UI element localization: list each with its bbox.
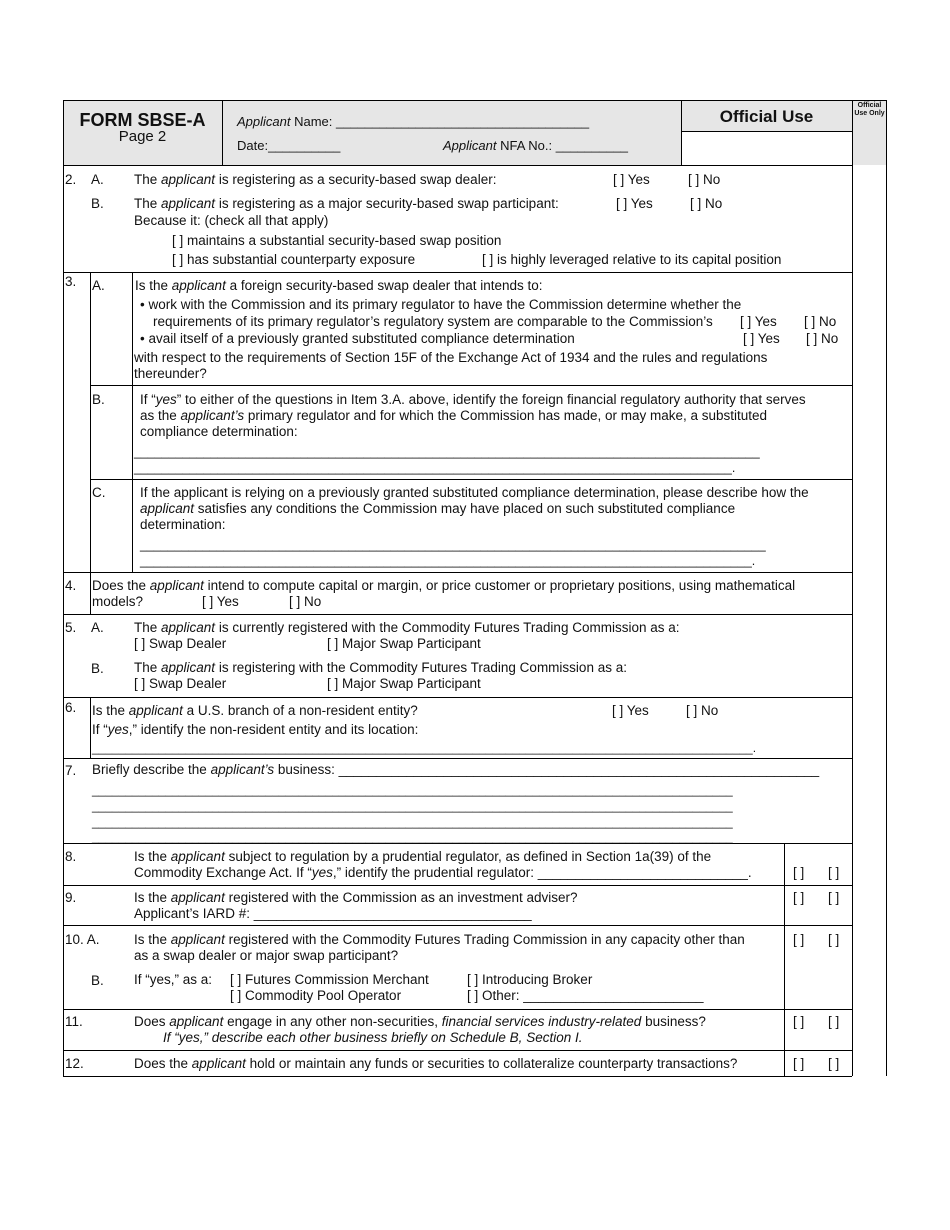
item-3c-letter: C.: [92, 485, 106, 500]
item-3a-bullet-1: • work with the Commission and its primary regulator to have the Commission determine whether the: [140, 297, 742, 312]
item-9-number: 9.: [65, 890, 77, 905]
rule: [222, 100, 223, 165]
item-2a-question: The applicant is registering as a security-based swap dealer:: [134, 172, 497, 187]
rule: [63, 885, 852, 886]
item-6-answer-line[interactable]: ___________________________________________________________________________________________________.: [92, 741, 757, 755]
official-use-box: [681, 131, 852, 165]
item-5b-question: The applicant is registering with the Commodity Futures Trading Commission as a:: [134, 660, 627, 675]
item-7-question[interactable]: Briefly describe the applicant’s business: ________________________________________________________________: [92, 762, 820, 777]
item-2b-no-checkbox[interactable]: [ ] No: [690, 196, 723, 211]
item-4-yes-checkbox[interactable]: [ ] Yes: [202, 594, 239, 609]
item-10b-if-yes: If “yes,” as a:: [134, 972, 213, 987]
item-9-yes-checkbox[interactable]: [ ]: [793, 890, 805, 905]
item-9-no-checkbox[interactable]: [ ]: [828, 890, 840, 905]
item-3b-letter: B.: [92, 392, 105, 407]
item-2b-option-exposure[interactable]: [ ] has substantial counterparty exposure: [172, 252, 416, 267]
item-12-yes-checkbox[interactable]: [ ]: [793, 1056, 805, 1071]
item-10a-question-2: as a swap dealer or major swap participant?: [134, 948, 399, 963]
rule: [63, 165, 852, 166]
item-5b-swap-dealer[interactable]: [ ] Swap Dealer: [134, 676, 227, 691]
rule: [852, 100, 853, 1076]
item-2b-yes-checkbox[interactable]: [ ] Yes: [616, 196, 653, 211]
rule: [63, 1009, 852, 1010]
item-3a-bullet-1-no[interactable]: [ ] No: [804, 314, 837, 329]
item-3a-with-respect: with respect to the requirements of Section 15F of the Exchange Act of 1934 and the rules and regulations: [134, 350, 768, 365]
item-2b-question: The applicant is registering as a major security-based swap participant:: [134, 196, 559, 211]
item-3a-bullet-2-yes[interactable]: [ ] Yes: [743, 331, 780, 346]
item-5b-major-swap-participant[interactable]: [ ] Major Swap Participant: [327, 676, 481, 691]
rule: [90, 572, 91, 614]
applicant-nfa-field[interactable]: Applicant NFA No.: __________: [443, 138, 629, 153]
item-3-number: 3.: [65, 274, 77, 289]
item-3c-answer-line-2[interactable]: ________________________________________________________________________________________.: [140, 554, 756, 568]
item-2b-because: Because it: (check all that apply): [134, 213, 329, 228]
item-3b-text-2: as the applicant’s primary regulator and for which the Commission has made, or may make, a substituted: [140, 408, 768, 423]
item-2-number: 2.: [65, 172, 77, 187]
rule: [63, 614, 852, 615]
item-3b-answer-line-1[interactable]: __________________________________________________________________________________________: [134, 445, 760, 459]
item-10a-no-checkbox[interactable]: [ ]: [828, 932, 840, 947]
item-2a-yes-checkbox[interactable]: [ ] Yes: [613, 172, 650, 187]
item-5a-swap-dealer[interactable]: [ ] Swap Dealer: [134, 636, 227, 651]
item-11-yes-checkbox[interactable]: [ ]: [793, 1014, 805, 1029]
rule: [90, 272, 91, 572]
item-3c-text-3: determination:: [140, 517, 226, 532]
rule: [63, 100, 64, 1076]
item-2a-letter: A.: [91, 172, 104, 187]
item-4-question: Does the applicant intend to compute capital or margin, or price customer or proprietary positions, using mathematical: [92, 578, 796, 593]
page-number: Page 2: [118, 128, 167, 145]
item-8-yes-checkbox[interactable]: [ ]: [793, 865, 805, 880]
item-3a-thereunder: thereunder?: [134, 366, 207, 381]
item-5b-letter: B.: [91, 661, 104, 676]
item-3b-text-3: compliance determination:: [140, 424, 298, 439]
item-11-question: Does applicant engage in any other non-securities, financial services industry-related business?: [134, 1014, 706, 1029]
item-3a-bullet-2-no[interactable]: [ ] No: [806, 331, 839, 346]
date-field[interactable]: Date:__________: [237, 138, 341, 153]
rule: [90, 697, 91, 758]
item-7-number: 7.: [65, 763, 77, 778]
item-5-number: 5.: [65, 620, 77, 635]
item-2b-option-position[interactable]: [ ] maintains a substantial security-based swap position: [172, 233, 502, 248]
item-3c-text-1: If the applicant is relying on a previously granted substituted compliance determination, please describe how the: [140, 485, 809, 500]
rule: [90, 385, 852, 386]
rule: [63, 100, 886, 101]
item-4-models: models?: [92, 594, 144, 609]
item-11-no-checkbox[interactable]: [ ]: [828, 1014, 840, 1029]
item-3b-text-1: If “yes” to either of the questions in Item 3.A. above, identify the foreign financial regulatory authority that serves: [140, 392, 806, 407]
rule: [886, 100, 887, 1076]
rule: [63, 758, 852, 759]
item-3a-letter: A.: [92, 278, 105, 293]
official-use-only-label: Official Use Only: [854, 102, 885, 117]
rule: [63, 1050, 852, 1051]
item-8-question-1: Is the applicant subject to regulation by a prudential regulator, as defined in Section 1a(39) of the: [134, 849, 712, 864]
item-10b-ib-checkbox[interactable]: [ ] Introducing Broker: [467, 972, 593, 987]
item-6-yes-checkbox[interactable]: [ ] Yes: [612, 703, 649, 718]
applicant-name-field[interactable]: Applicant Name: ___________________________________: [237, 114, 590, 129]
item-10b-cpo-checkbox[interactable]: [ ] Commodity Pool Operator: [230, 988, 402, 1003]
item-10b-other-checkbox[interactable]: [ ] Other: ________________________: [467, 988, 704, 1003]
item-3a-bullet-1-cont: requirements of its primary regulator’s regulatory system are comparable to the Commission’s: [153, 314, 713, 329]
item-10-number: 10. A.: [65, 932, 100, 947]
rule: [90, 479, 852, 480]
item-6-question: Is the applicant a U.S. branch of a non-resident entity?: [92, 703, 418, 718]
item-7-answer-line[interactable]: ________________________________________________________________________________________________: [92, 815, 733, 829]
item-3c-text-2: applicant satisfies any conditions the Commission may have placed on such substituted compliance: [140, 501, 736, 516]
form-title: FORM SBSE-A: [79, 110, 206, 130]
item-8-number: 8.: [65, 849, 77, 864]
item-11-instruction: If “yes,” describe each other business briefly on Schedule B, Section I.: [163, 1030, 583, 1045]
item-9-question: Is the applicant registered with the Commission as an investment adviser?: [134, 890, 578, 905]
rule: [132, 272, 133, 572]
item-11-number: 11.: [65, 1014, 83, 1029]
item-3c-answer-line-1[interactable]: __________________________________________________________________________________________: [140, 538, 766, 552]
item-8-question-2[interactable]: Commodity Exchange Act. If “yes,” identify the prudential regulator: ____________________________.: [134, 865, 752, 880]
item-12-no-checkbox[interactable]: [ ]: [828, 1056, 840, 1071]
item-2a-no-checkbox[interactable]: [ ] No: [688, 172, 721, 187]
rule: [784, 843, 785, 1076]
item-12-question: Does the applicant hold or maintain any funds or securities to collateralize counterparty transactions?: [134, 1056, 738, 1071]
item-6-if-yes: If “yes,” identify the non-resident entity and its location:: [92, 722, 419, 737]
item-6-no-checkbox[interactable]: [ ] No: [686, 703, 719, 718]
item-5a-major-swap-participant[interactable]: [ ] Major Swap Participant: [327, 636, 481, 651]
rule: [681, 131, 852, 132]
rule: [63, 925, 852, 926]
item-10a-question-1: Is the applicant registered with the Commodity Futures Trading Commission in any capacity other than: [134, 932, 745, 947]
item-9-iard-field[interactable]: Applicant’s IARD #: _____________________________________: [134, 906, 532, 921]
item-10b-fcm-checkbox[interactable]: [ ] Futures Commission Merchant: [230, 972, 429, 987]
item-10a-yes-checkbox[interactable]: [ ]: [793, 932, 805, 947]
item-5a-question: The applicant is currently registered with the Commodity Futures Trading Commission as a:: [134, 620, 680, 635]
item-2b-option-leveraged[interactable]: [ ] is highly leveraged relative to its capital position: [482, 252, 782, 267]
item-3a-bullet-2: • avail itself of a previously granted substituted compliance determination: [140, 331, 575, 346]
official-use-label: Official Use: [719, 107, 814, 126]
item-12-number: 12.: [65, 1056, 84, 1071]
item-7-answer-line[interactable]: ________________________________________________________________________________________________: [92, 799, 733, 813]
item-7-answer-line[interactable]: ________________________________________________________________________________________________: [92, 830, 733, 844]
rule: [63, 572, 852, 573]
item-6-number: 6.: [65, 700, 77, 715]
rule: [63, 1076, 852, 1077]
rule: [63, 697, 852, 698]
item-7-answer-line[interactable]: ________________________________________________________________________________________________: [92, 783, 733, 797]
item-3b-answer-line-2[interactable]: ______________________________________________________________________________________.: [134, 461, 736, 475]
item-3a-question: Is the applicant a foreign security-based swap dealer that intends to:: [135, 278, 543, 293]
item-5a-letter: A.: [91, 620, 104, 635]
item-8-no-checkbox[interactable]: [ ]: [828, 865, 840, 880]
item-4-number: 4.: [65, 578, 77, 593]
item-10b-letter: B.: [91, 973, 104, 988]
rule: [63, 272, 852, 273]
item-4-no-checkbox[interactable]: [ ] No: [289, 594, 322, 609]
item-3a-bullet-1-yes[interactable]: [ ] Yes: [740, 314, 777, 329]
item-2b-letter: B.: [91, 196, 104, 211]
